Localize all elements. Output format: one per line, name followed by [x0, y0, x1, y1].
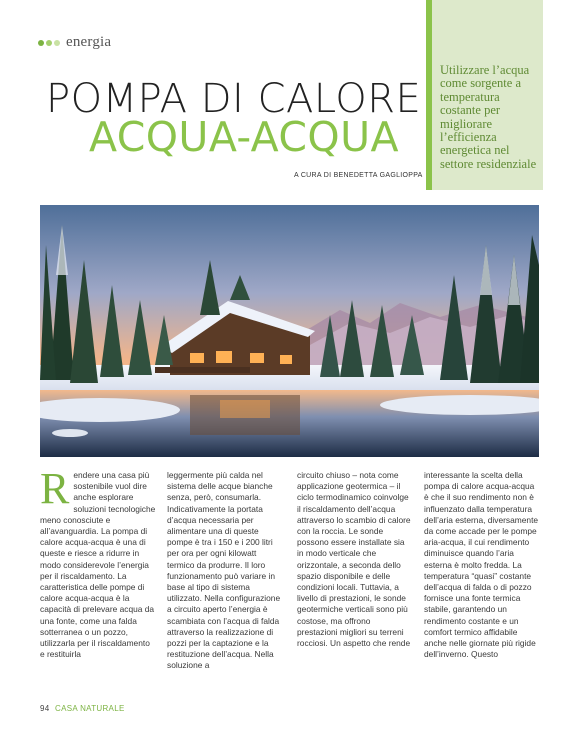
drop-cap: R [40, 464, 70, 513]
body-text: interessante la scelta della pompa di calore acqua-acqua è che il suo rendimento non è influenzato dalla temperatura dell’aria esterna, diversamente da come accade per le pompe aria-acqua, il cui rendimento diminuisce quando l’aria esterna è molto fredda. La temperatura “quasi” costante dell’acqua di falda o di pozzo fornisce una fonte termica stabile, garantendo un rendimento costante e un comfort termico affidabile anche nelle giornate più rigide dell’inverno. Questo [424, 470, 539, 660]
body-column-1 [40, 464, 156, 660]
section-dot-icon [38, 40, 44, 46]
article-title-line2: ACQUA-ACQUA [89, 113, 399, 161]
body-text: leggermente più calda nel sistema delle acque bianche senza, però, consumarla. Indicativamente la portata d’acqua necessaria per alimentare una di queste pompe è tra i 150 e i 200 litri per ora per ogni kilowatt termico da produrre. Il loro funzionamento può variare in base al tipo di sistema utilizzato. Nella configurazione a circuito aperto l’energia è scambiata con l’acqua di falda attraverso la realizzazione di pozzi per la captazione e la restituzione dell’acqua. Nella soluzione a [167, 470, 281, 671]
byline: A CURA DI BENEDETTA GAGLIOPPA [294, 172, 423, 179]
body-column-2 [167, 470, 283, 672]
standfirst: Utilizzare l’acqua come sorgente a temperatura costante per migliorare l’efficienza energetica nel settore residenziale [440, 63, 537, 171]
hero-photo [40, 205, 539, 457]
section-tag [38, 34, 111, 51]
publication-name: CASA NATURALE [55, 704, 125, 713]
body-text: circuito chiuso – nota come applicazione geotermica – il ciclo termodinamico coinvolge il riscaldamento dell’acqua attraverso lo scambio di calore con la roccia. Le sonde possono essere installate sia in modo verticale che orizzontale, a seconda dello spazio disponibile e delle condizioni locali. Tuttavia, a livello di prestazioni, le sonde geotermiche verticali sono più costose, ma offrono prestazioni migliori su terreni rocciosi. Un aspetto che rende [297, 470, 411, 649]
body-text: endere una casa più sostenibile vuol dire anche esplorare soluzioni tecnologiche meno conosciute e all’avanguardia. La pompa di calore acqua-acqua è una di queste e riesce a ridurre in modo considerevole l’energia per il riscaldamento. La caratteristica delle pompe di calore acqua-acqua è la capacità di prelevare acqua da una fonte, come una falda sotterranea o un pozzo, utilizzarla per il riscaldamento e restituirla [40, 470, 156, 660]
page-number: 94 [40, 704, 50, 713]
article-title-line1: POMPA DI CALORE [46, 76, 422, 122]
drop-cap-paragraph [40, 464, 156, 660]
section-dot-icon [54, 40, 60, 46]
section-label: energia [66, 34, 112, 50]
body-column-4 [424, 470, 540, 660]
section-dot-icon [46, 40, 52, 46]
page-footer [40, 704, 125, 713]
body-column-3 [297, 470, 413, 649]
